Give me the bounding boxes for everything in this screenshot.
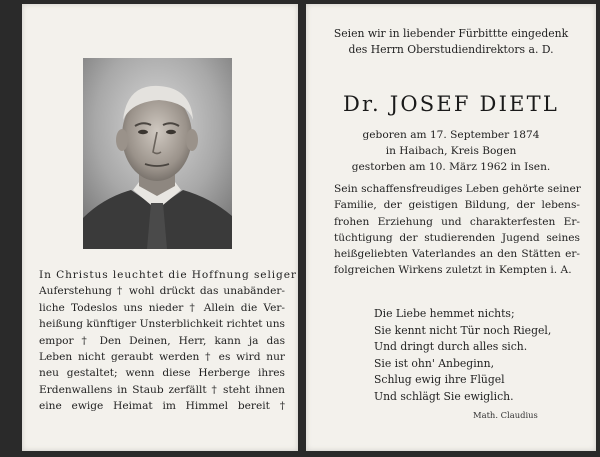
date-line: geboren am 17. September 1874 (362, 129, 540, 141)
intro-text (306, 26, 596, 58)
life-dates (306, 127, 596, 175)
bio-line: Familie, der geistigen Bildung, der lebens- (334, 199, 580, 212)
date-line: in Haibach, Kreis Bogen (385, 145, 517, 157)
poem-line: Und dringt durch alles sich. (374, 340, 528, 354)
name-text: JOSEF DIETL (389, 92, 559, 116)
prayer-line: neu gestaltet; wenn diese Herberge ihres (39, 367, 285, 380)
intro-line: Seien wir in liebender Fürbittte eingedenk (333, 27, 569, 40)
bio-line: folgreichen Wirkens zuletzt in Kempten i. A. (334, 264, 572, 277)
prayer-line: Leben nicht geraubt werden † es wird nur (39, 351, 285, 364)
prayer-line: empor † Den Deinen, Herr, kann ja das (39, 334, 285, 347)
left-card (22, 4, 298, 451)
right-card (306, 4, 596, 451)
portrait-photo (83, 58, 232, 249)
bio-line: frohen Erziehung und charakterfesten Er- (334, 215, 580, 228)
prayer-text (39, 267, 297, 415)
deceased-name (306, 92, 596, 116)
poem-author: Math. Claudius (473, 410, 538, 420)
biography-text (334, 181, 580, 279)
poem-line: Die Liebe hemmet nichts; (374, 307, 515, 320)
prayer-line: Erdenwallens in Staub zerfällt † steht ihnen (39, 383, 285, 396)
prayer-line: liche Todeslos uns nieder † Allein die Ver- (39, 301, 285, 314)
bio-line: Sein schaffensfreudiges Leben gehörte seiner (334, 183, 581, 195)
intro-line: des Herrn Oberstudiendirektors a. D. (348, 43, 554, 56)
prayer-line: heißung künftiger Unsterblichkeit richtet uns (39, 318, 285, 331)
poem-line: Und schlägt Sie ewiglich. (374, 389, 514, 403)
prayer-line: eine ewige Heimat im Himmel bereit † (39, 400, 285, 413)
bio-line: heißgeliebten Vaterlandes an den Stätten er- (334, 248, 580, 261)
poem (374, 306, 584, 406)
name-prefix: Dr. (343, 92, 381, 116)
date-line: gestorben am 10. März 1962 in Isen. (351, 161, 551, 173)
poem-line: Schlug ewig ihre Flügel (374, 373, 505, 387)
prayer-line: Auferstehung † wohl drückt das unabänder- (39, 285, 285, 298)
bio-line: tüchtigung der studierenden Jugend seines (334, 231, 580, 244)
poem-line: Sie ist ohn' Anbeginn, (374, 356, 494, 370)
prayer-line: In Christus leuchtet die Hoffnung seliger (39, 269, 297, 281)
poem-line: Sie kennt nicht Tür noch Riegel, (374, 323, 552, 337)
portrait-image (83, 58, 232, 249)
